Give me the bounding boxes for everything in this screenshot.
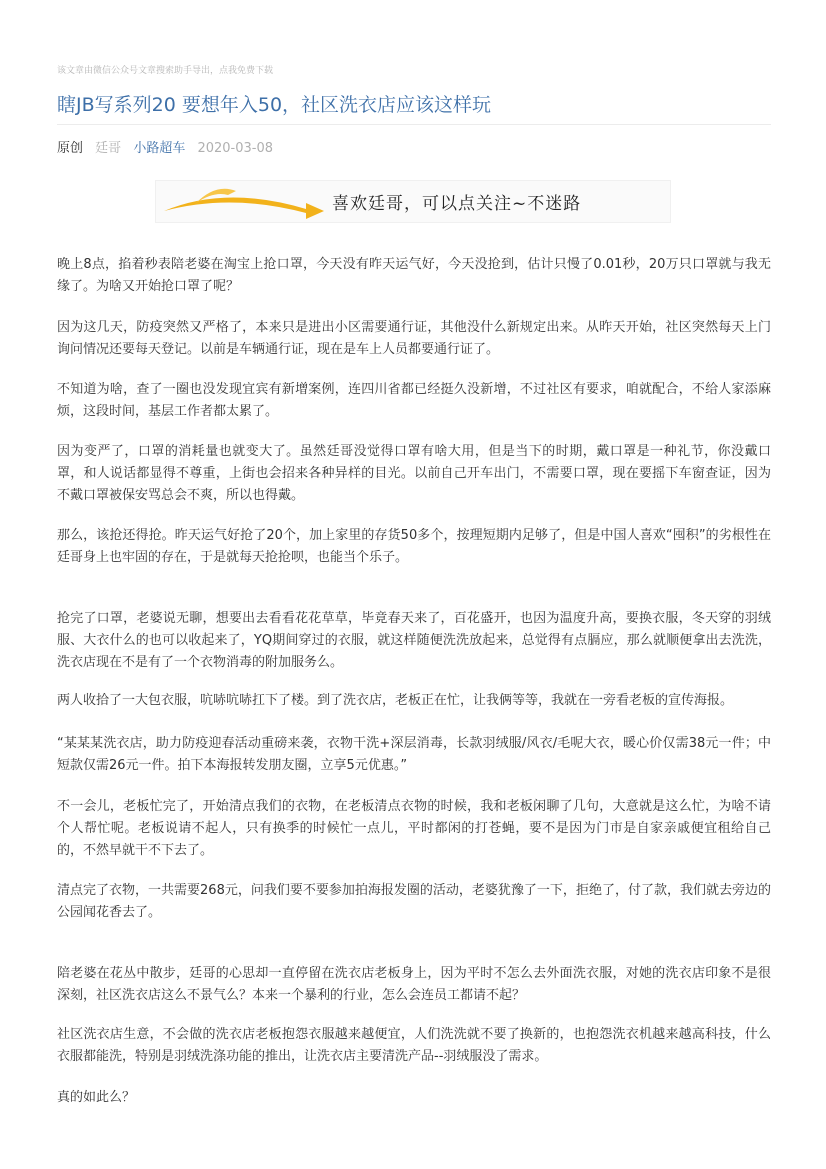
follow-banner <box>155 180 671 223</box>
paragraph: 不一会儿，老板忙完了，开始清点我们的衣物，在老板清点衣物的时候，我和老板闲聊了几句，大意就是这么忙，为啥不请个人帮忙呢。老板说请不起人，只有换季的时候忙一点儿，平时都闲的打苍蝇，要不是因为门市是自家亲戚便宜租给自己的，不然早就干不下去了。 <box>57 799 771 858</box>
paragraph: 两人收拾了一大包衣服，吭哧吭哧扛下了楼。到了洗衣店，老板正在忙，让我俩等等，我就在一旁看老板的宣传海报。 <box>57 693 734 708</box>
banner-text: 喜欢廷哥，可以点关注~不迷路 <box>332 194 582 214</box>
paragraph: 社区洗衣店生意，不会做的洗衣店老板抱怨衣服越来越便宜，人们洗洗就不要了换新的，也抱怨洗衣机越来越高科技，什么衣服都能洗，特别是羽绒洗涤功能的推出，让洗衣店主要清洗产品--羽绒服没了需求。 <box>57 1027 771 1064</box>
paragraph: 陪老婆在花丛中散步，廷哥的心思却一直停留在洗衣店老板身上，因为平时不怎么去外面洗衣服，对她的洗衣店印象不是很深刻，社区洗衣店这么不景气么？本来一个暴利的行业，怎么会连员工都请不起？ <box>57 966 771 1003</box>
author-name: 廷哥 <box>95 141 122 156</box>
paragraph: 真的如此么？ <box>57 1090 136 1105</box>
export-note-link[interactable]: 该文章由微信公众号文章搜索助手导出，点我免费下载 <box>57 66 274 76</box>
paragraph: 因为变严了，口罩的消耗量也就变大了。虽然廷哥没觉得口罩有啥大用，但是当下的时期，戴口罩是一种礼节，你没戴口罩，和人说话都显得不尊重，上街也会招来各种异样的目光。以前自己开车出门，不需要口罩，现在要摇下车窗查证，因为不戴口罩被保安骂总会不爽，所以也得戴。 <box>57 444 771 503</box>
article-meta <box>57 141 281 157</box>
original-tag: 原创 <box>57 141 84 156</box>
paragraph: “某某某洗衣店，助力防疫迎春活动重磅来袭，衣物干洗+深层消毒，长款羽绒服/风衣/毛呢大衣，暖心价仅需38元一件；中短款仅需26元一件。拍下本海报转发朋友圈，立享5元优惠。” <box>57 736 771 773</box>
paragraph: 因为这几天，防疫突然又严格了，本来只是进出小区需要通行证，其他没什么新规定出来。从昨天开始，社区突然每天上门询问情况还要每天登记。以前是车辆通行证，现在是车上人员都要通行证了。 <box>57 320 771 357</box>
article-title: 瞎JB写系列20 要想年入50，社区洗衣店应该这样玩 <box>57 94 492 116</box>
paragraph: 不知道为啥，查了一圈也没发现宜宾有新增案例，连四川省都已经挺久没新增，不过社区有要求，咱就配合，不给人家添麻烦，这段时间，基层工作者都太累了。 <box>57 382 771 419</box>
publish-date: 2020-03-08 <box>197 141 274 156</box>
account-link[interactable]: 小路超车 <box>133 141 186 156</box>
paragraph: 那么，该抢还得抢。昨天运气好抢了20个，加上家里的存货50多个，按理短期内足够了，但是中国人喜欢“囤积”的劣根性在廷哥身上也牢固的存在，于是就每天抢抢呗，也能当个乐子。 <box>57 528 771 565</box>
paragraph: 清点完了衣物，一共需要268元，问我们要不要参加拍海报发圈的活动，老婆犹豫了一下，拒绝了，付了款，我们就去旁边的公园闻花香去了。 <box>57 883 771 920</box>
paragraph: 抢完了口罩，老婆说无聊，想要出去看看花花草草，毕竟春天来了，百花盛开，也因为温度升高，要换衣服，冬天穿的羽绒服、大衣什么的也可以收起来了，YQ期间穿过的衣服，就这样随便洗洗放起来，总觉得有点膈应，那么就顺便拿出去洗洗，洗衣店现在不是有了一个衣物消毒的附加服务么。 <box>57 611 771 670</box>
paragraph: 晚上8点，掐着秒表陪老婆在淘宝上抢口罩，今天没有昨天运气好，今天没抢到，估计只慢了0.01秒，20万只口罩就与我无缘了。为啥又开始抢口罩了呢？ <box>57 257 771 294</box>
title-divider <box>57 124 771 125</box>
